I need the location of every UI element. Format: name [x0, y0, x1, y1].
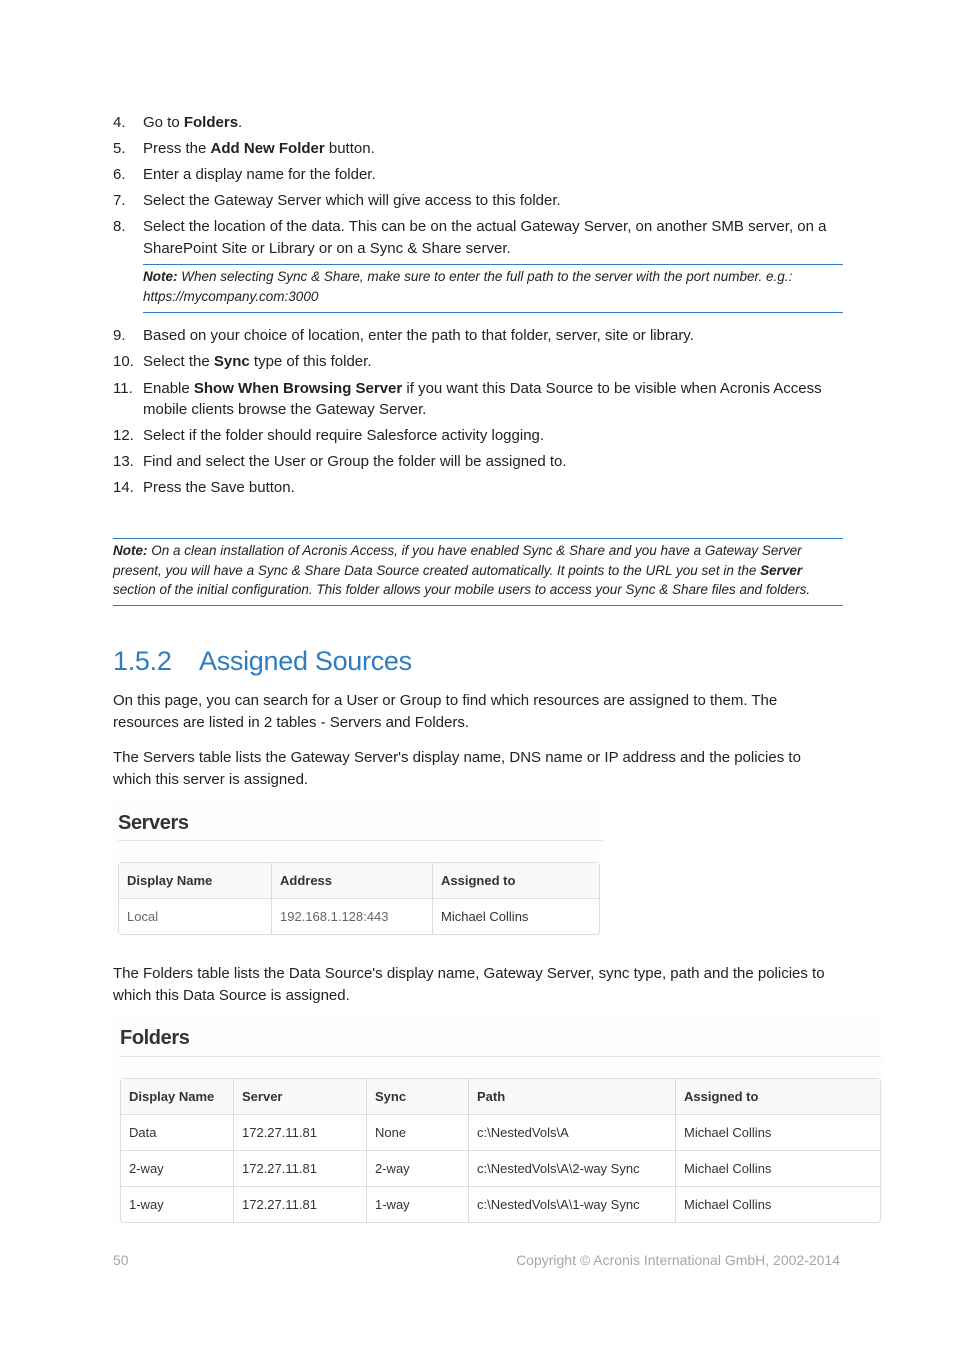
- table-cell: 2-way: [121, 1150, 233, 1186]
- servers-screenshot: [113, 803, 603, 937]
- servers-title-rule: [118, 840, 603, 841]
- step-item: 5. Press the Add New Folder button.: [113, 140, 375, 158]
- step-item: 14. Press the Save button.: [113, 479, 295, 497]
- table-header-row: [119, 863, 599, 898]
- table-cell: Michael Collins: [675, 1114, 880, 1150]
- step-item: 11. Enable Show When Browsing Server if you want this Data Source to be visible when Acronis Access mobile clients browse the Gateway Server.: [113, 379, 822, 419]
- folders-table: [120, 1078, 881, 1223]
- folders-title-rule: [120, 1056, 881, 1057]
- table-cell: 192.168.1.128:443: [271, 898, 432, 934]
- paragraph-assigned-intro: On this page, you can search for a User or Group to find which resources are assigned to them. The resources are listed in 2 tables - Servers and Folders.: [113, 692, 778, 731]
- note-clean-installation: Note: On a clean installation of Acronis Access, if you have enabled Sync & Share and you have a Gateway Server present, you will have a Sync & Share Data Source created automatically. It points to the URL you set in the Server section of the initial configuration. This folder allows your mobile users to access your Sync & Share files and folders.: [113, 538, 843, 606]
- column-header: Path: [468, 1079, 675, 1114]
- step-item: 13. Find and select the User or Group the folder will be assigned to.: [113, 453, 567, 471]
- page-number: 50: [113, 1252, 129, 1268]
- step-item: 6. Enter a display name for the folder.: [113, 166, 376, 184]
- table-cell: 172.27.11.81: [233, 1186, 366, 1222]
- table-header-row: [121, 1079, 880, 1114]
- table-cell: Michael Collins: [675, 1150, 880, 1186]
- table-cell: Local: [119, 898, 271, 934]
- note-sync-share: Note: When selecting Sync & Share, make sure to enter the full path to the server with the port number. e.g.: https://mycompany.com:3000: [143, 264, 843, 313]
- column-header: Display Name: [119, 863, 271, 898]
- step-item: 8. Select the location of the data. This can be on the actual Gateway Server, on another SMB server, on a SharePoint Site or Library or on a Sync & Share server.: [113, 218, 827, 257]
- column-header: Sync: [366, 1079, 468, 1114]
- table-cell: c:\NestedVols\A\2-way Sync: [468, 1150, 675, 1186]
- table-cell: 2-way: [366, 1150, 468, 1186]
- table-cell: 1-way: [366, 1186, 468, 1222]
- table-cell: 172.27.11.81: [233, 1150, 366, 1186]
- step-item: 10. Select the Sync type of this folder.: [113, 353, 372, 371]
- section-heading: [113, 646, 412, 677]
- servers-title: Servers: [118, 812, 189, 834]
- paragraph-servers-table: The Servers table lists the Gateway Server's display name, DNS name or IP address and the policies to which this server is assigned.: [113, 749, 801, 788]
- note-holder: [113, 264, 843, 313]
- column-header: Display Name: [121, 1079, 233, 1114]
- step-item: 9. Based on your choice of location, enter the path to that folder, server, site or library.: [113, 327, 694, 345]
- paragraph-folders-table: The Folders table lists the Data Source's display name, Gateway Server, sync type, path and the policies to which this Data Source is assigned.: [113, 965, 825, 1004]
- copyright-notice: Copyright © Acronis International GmbH, 2002-2014: [516, 1252, 840, 1268]
- column-header: Address: [271, 863, 432, 898]
- table-cell: Michael Collins: [675, 1186, 880, 1222]
- table-row: [121, 1186, 880, 1222]
- column-header: Assigned to: [432, 863, 599, 898]
- step-item: 7. Select the Gateway Server which will give access to this folder.: [113, 192, 561, 210]
- column-header: Assigned to: [675, 1079, 880, 1114]
- table-cell: c:\NestedVols\A: [468, 1114, 675, 1150]
- table-row: [119, 898, 599, 934]
- folders-screenshot: [113, 1018, 883, 1223]
- step-item: 12. Select if the folder should require Salesforce activity logging.: [113, 427, 545, 445]
- table-cell: Data: [121, 1114, 233, 1150]
- section-title: Assigned Sources: [199, 646, 412, 676]
- table-cell: c:\NestedVols\A\1-way Sync: [468, 1186, 675, 1222]
- table-row: [121, 1150, 880, 1186]
- table-row: [121, 1114, 880, 1150]
- servers-table: [118, 862, 600, 935]
- table-cell: None: [366, 1114, 468, 1150]
- step-item: 4. Go to Folders.: [113, 114, 243, 131]
- table-cell: Michael Collins: [432, 898, 599, 934]
- section-number: 1.5.2: [113, 646, 172, 676]
- procedure-steps: [113, 112, 843, 503]
- folders-title: Folders: [120, 1027, 190, 1049]
- column-header: Server: [233, 1079, 366, 1114]
- table-cell: 172.27.11.81: [233, 1114, 366, 1150]
- table-cell: 1-way: [121, 1186, 233, 1222]
